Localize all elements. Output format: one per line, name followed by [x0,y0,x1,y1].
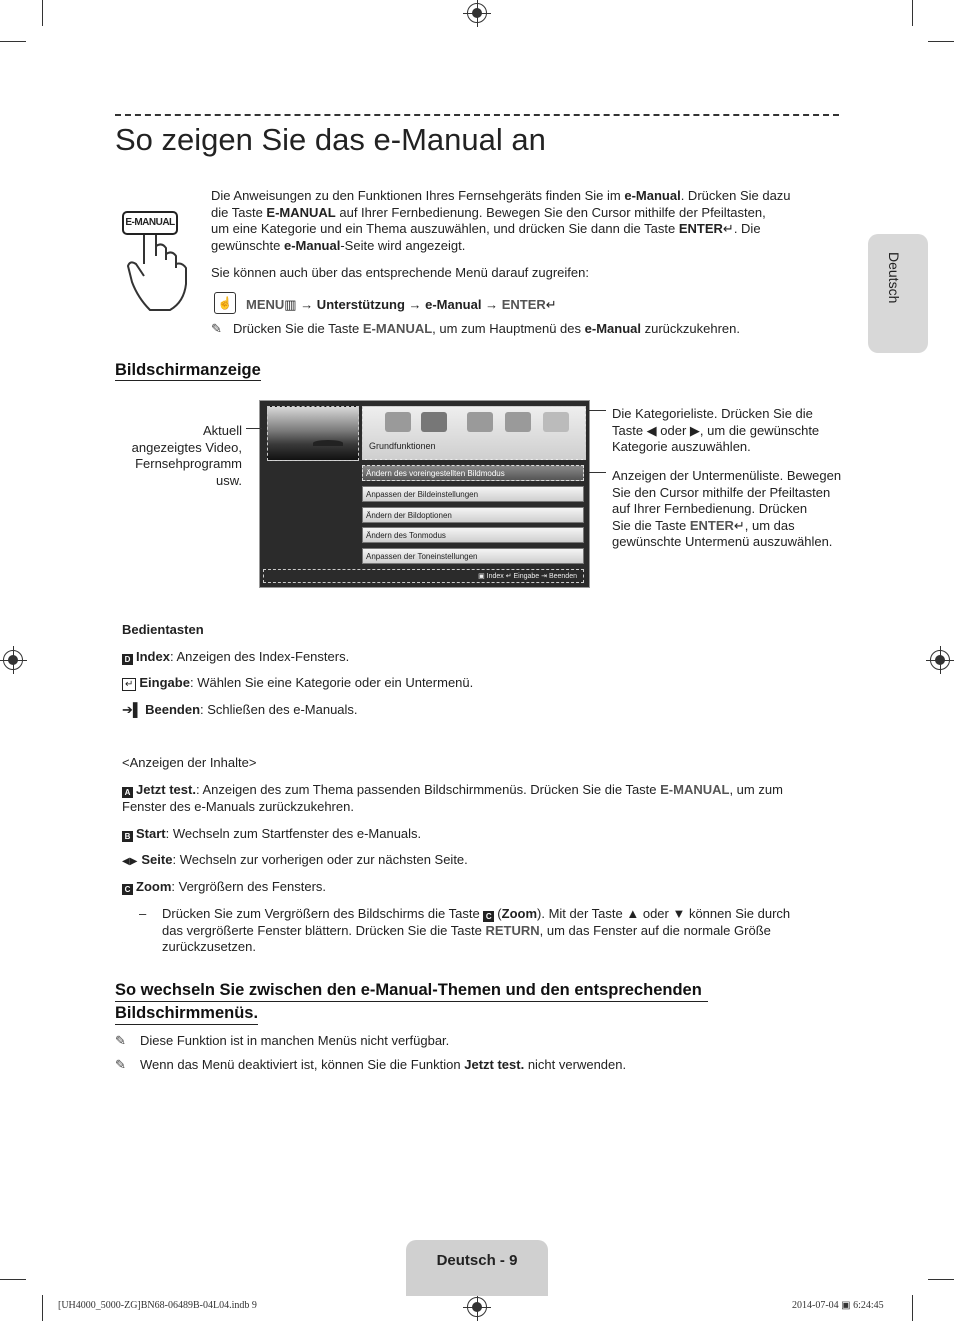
text: , um zum Hauptmenü des [432,321,585,336]
text: Kategorie auszuwählen. [612,439,751,454]
submenu-item: Anpassen der Toneinstellungen [362,548,584,564]
submenu-item: Anpassen der Bildeinstellungen [362,486,584,502]
text: auf Ihrer Fernbedienung. Bewegen Sie den Cursor mithilfe der Pfeiltasten, [335,204,766,220]
crop-mark [42,0,43,26]
tv-screen-illustration [259,400,590,588]
text: Zoom [136,879,172,894]
callout-line [246,428,262,429]
text: ENTER [689,517,734,533]
text: -Seite wird angezeigt. [340,237,466,253]
text: Anzeigen der Untermenüliste. Bewegen [612,468,842,483]
text: Jetzt test. [464,1057,525,1072]
key-c-icon: C [122,884,133,895]
registration-mark-icon [3,650,23,670]
text: : Anzeigen des Index-Fensters. [169,649,350,664]
text: die Taste [211,204,267,220]
menu-icon: ▥ [284,297,301,312]
text: angezeigtes Video, [131,439,242,455]
video-thumbnail [267,406,359,461]
remote-hand-icon [120,206,196,316]
category-icon [467,412,493,432]
text: Die Anweisungen zu den Funktionen Ihres Fernsehgeräts finden Sie im [211,188,625,203]
text: Beenden [145,702,201,717]
menu-path-icon: ☝ [214,292,236,314]
text: : Schließen des e-Manuals. [200,702,358,717]
callout-left [120,423,242,489]
intro-note [211,321,740,338]
text: Start [136,826,166,841]
category-icon [505,412,531,432]
footer-file-info: [UH4000_5000-ZG]BN68-06489B-04L04.indb 9 [58,1300,257,1311]
key-exit-row [122,702,358,719]
registration-mark-icon [930,650,950,670]
category-bar [362,406,586,460]
enter-icon: ↵ [722,221,734,236]
note-pencil-icon: ✎ [115,1033,126,1048]
dash-marker: – [139,906,147,921]
text: : Wechseln zum Startfenster des e-Manuals. [165,826,422,841]
intro-paragraph-2: Sie können auch über das entsprechende Menü darauf zugreifen: [211,265,589,280]
key-enter-row [122,675,473,692]
key-b-icon: B [122,831,133,842]
section-title-bildschirmanzeige: Bildschirmanzeige [115,361,261,379]
e-manual-key-label: E-MANUAL [125,217,175,228]
text: nicht verwenden. [524,1057,627,1072]
submenu-item: Ändern der Bildoptionen [362,507,584,523]
callout-right-top [612,406,852,456]
note-pencil-icon: ✎ [211,321,222,336]
key-a-icon: A [122,787,133,798]
crop-mark [0,41,26,42]
text: Fernsehprogramm [135,456,242,471]
text: um eine Kategorie und ein Thema auszuwählen, und drücken Sie dann die Taste [211,221,679,236]
text: MENU [246,297,285,312]
callout-line [588,472,606,473]
text: RETURN [485,922,540,938]
content-page-row [122,852,468,871]
text: ENTER [678,221,723,236]
section-title-themes [115,979,708,1025]
crop-mark [912,0,913,26]
callout-right-bottom [612,468,857,551]
crop-mark [0,1279,26,1280]
title-divider [115,114,839,116]
section2-note-2 [115,1057,626,1074]
text: zurückzusetzen. [162,939,256,954]
text: Diese Funktion ist in manchen Menüs nicht verfügbar. [140,1033,450,1048]
content-zoom-note: Drücken Sie zum Vergrößern des Bildschirms die Taste C (Zoom). Mit der Taste ▲ oder ▼ können Sie durch das vergrößerte Fenster blättern. Drücken Sie die Taste RETURN, um das Fenster auf die normale Größe zurückzusetzen. [162,906,791,954]
category-label: Grundfunktionen [369,441,436,451]
registration-mark-icon [467,3,487,23]
text: ). Mit der Taste ▲ oder ▼ können Sie durch [537,906,791,921]
content-heading: <Anzeigen der Inhalte> [122,755,257,770]
text: Zoom [501,906,538,921]
text: . Drücken Sie dazu [680,188,791,203]
text: . Die [733,221,761,236]
page-number-box [406,1240,548,1296]
content-b-row [122,826,421,843]
text: Index [136,649,170,664]
text: das vergrößerte Fenster blättern. Drücken Sie die Taste [162,922,486,938]
note-pencil-icon: ✎ [115,1057,126,1072]
enter-icon: ↵ [122,678,136,691]
text: ENTER [501,297,546,312]
section2-note-1 [115,1033,449,1050]
exit-icon: ➔▌ [122,702,143,717]
text: auf Ihrer Fernbedienung. Drücken [612,501,808,516]
category-icon [543,412,569,432]
text: usw. [215,472,242,488]
left-right-arrow-icon: ◀▶ [122,856,138,867]
text: , um das Fenster auf die normale Größe [539,922,771,938]
enter-icon: ↵ [545,297,557,312]
page-number: Deutsch - 9 [436,1252,518,1269]
intro-paragraph [211,188,821,254]
crop-mark [912,1295,913,1321]
text: Sie die Taste [612,517,690,533]
key-d-icon: D [122,654,133,665]
text: Taste ◀ oder ▶, um die gewünschte [612,422,820,438]
text: , um das [744,517,795,533]
footer-date: 2014-07-04 ▣ 6:24:45 [792,1300,884,1311]
key-c-icon: C [483,911,494,922]
crop-mark [928,41,954,42]
language-side-tab [868,234,928,353]
side-tab-label: Deutsch [886,252,902,304]
text: Jetzt test. [136,782,196,797]
text: Drücken Sie die Taste [233,321,363,336]
text: zurückzukehren. [640,321,740,336]
key-index-row [122,649,349,666]
text: : Anzeigen des zum Thema passenden Bildschirmmenüs. Drücken Sie die Taste [195,782,661,797]
content-a-row [122,782,832,815]
keys-heading: Bedientasten [122,622,204,637]
text: Eingabe [139,675,190,690]
text: Sie den Cursor mithilfe der Pfeiltasten [612,484,831,500]
page-title: So zeigen Sie das e-Manual an [115,122,546,157]
submenu-item: Ändern des voreingestellten Bildmodus [362,465,584,481]
text: e-Manual [584,321,641,336]
text: E-MANUAL [660,782,730,797]
text: e-Manual [624,188,681,203]
text: Drücken Sie zum Vergrößern des Bildschirms die Taste [162,906,484,921]
text: gewünschte Untermenü auszuwählen. [612,534,833,549]
screen-bottom-bar: ▣ Index ↵ Eingabe ⇥ Beenden [263,569,584,583]
registration-mark-icon [467,1297,487,1317]
text: : Wechseln zur vorherigen oder zur nächsten Seite. [172,852,468,867]
category-icon [385,412,411,432]
text: : Vergrößern des Fensters. [171,879,327,894]
content-c-row [122,879,326,896]
crop-mark [42,1295,43,1321]
submenu-item: Ändern des Tonmodus [362,527,584,543]
text: e-Manual [284,237,341,253]
menu-path [246,297,557,314]
text: gewünschte [211,237,284,253]
text: Bildschirmmenüs. [115,1002,258,1025]
text: E-MANUAL [266,204,336,220]
category-icon [421,412,447,432]
text: Die Kategorieliste. Drücken Sie die [612,406,813,421]
enter-icon: ↵ [733,517,745,533]
text: Aktuell [202,423,242,438]
text: : Wählen Sie eine Kategorie oder ein Untermenü. [189,675,474,690]
crop-mark [928,1279,954,1280]
text: Wenn das Menü deaktiviert ist, können Sie die Funktion [140,1057,465,1072]
text: So wechseln Sie zwischen den e-Manual-Themen und den entsprechenden [115,979,708,1002]
text: Fenster des e-Manuals zurückzukehren. [122,798,354,814]
text: E-MANUAL [362,321,433,336]
callout-line [588,410,606,411]
text: → Unterstützung → e-Manual → [300,297,502,312]
text: Seite [141,852,173,867]
text: , um zum [729,782,783,797]
